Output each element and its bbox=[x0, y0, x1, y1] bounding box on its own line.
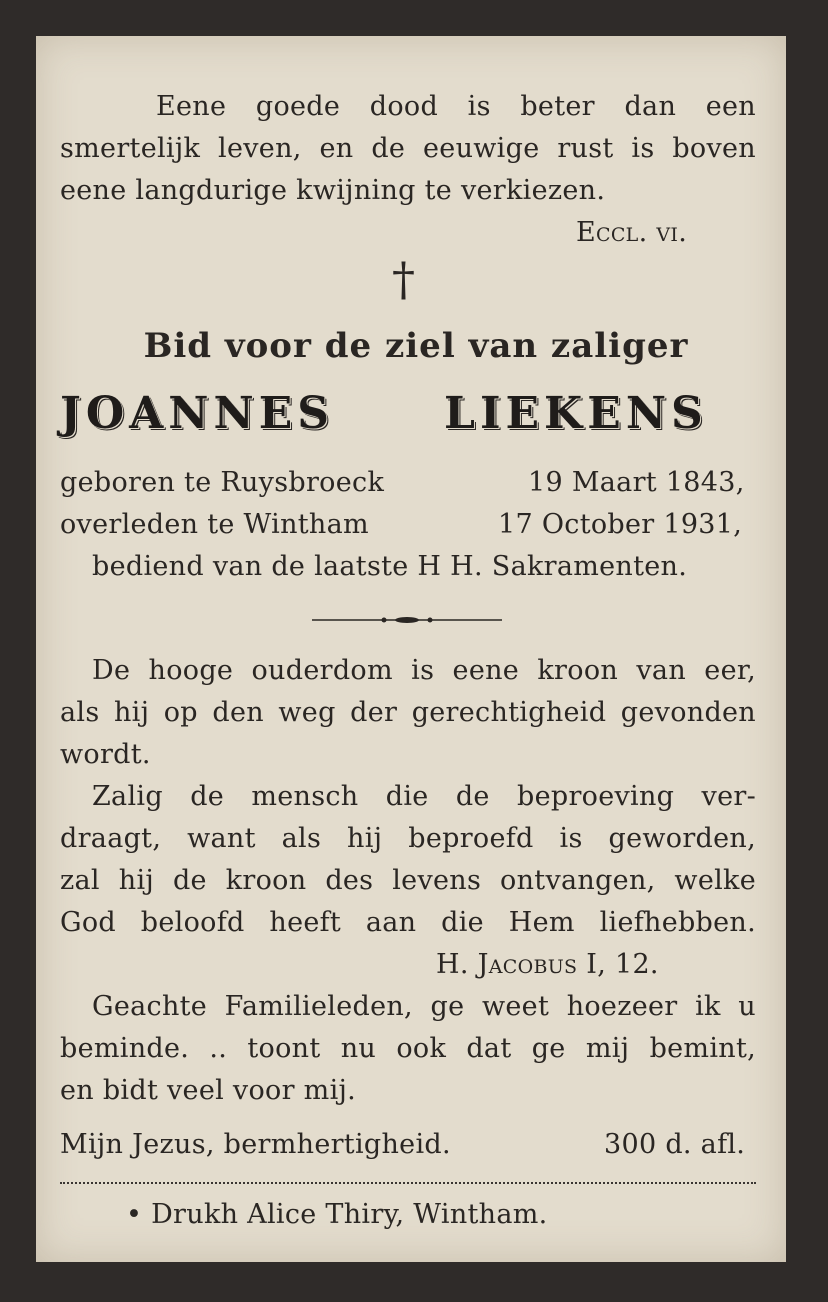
quote2-line-2: als hij op den weg der gerechtigheid gevonden bbox=[60, 697, 756, 728]
quote3-line-2: draagt, want als hij beproefd is geworden, bbox=[60, 823, 756, 854]
quote1-line-2: smertelijk leven, en de eeuwige rust is boven bbox=[60, 133, 756, 164]
sacraments-line: bediend van de laatste H H. Sakramenten. bbox=[92, 551, 688, 582]
death-date: 17 October 1931, bbox=[498, 509, 743, 540]
death-place: overleden te Wintham bbox=[60, 509, 369, 540]
quote3-line-1: Zalig de mensch die de beproeving ver- bbox=[92, 781, 756, 812]
quote2-line-3: wordt. bbox=[60, 739, 151, 770]
message-line-1: Geachte Familieleden, ge weet hoezeer ik u bbox=[92, 991, 756, 1022]
prayer-heading: Bid voor de ziel van zaliger bbox=[143, 326, 689, 366]
dotted-divider bbox=[60, 1182, 756, 1184]
quote3-line-3: zal hij de kroon des levens ontvangen, welke bbox=[60, 865, 756, 896]
message-line-2: beminde. .. toont nu ook dat ge mij bemint, bbox=[60, 1033, 756, 1064]
prayer-invocation: Mijn Jezus, bermhertigheid. bbox=[60, 1129, 451, 1160]
memorial-card bbox=[36, 36, 786, 1262]
quote1-line-1: Eene goede dood is beter dan een bbox=[156, 91, 756, 122]
indulgence-note: 300 d. afl. bbox=[604, 1129, 746, 1160]
printer-imprint: • Drukh Alice Thiry, Wintham. bbox=[126, 1199, 548, 1230]
quote2-line-1: De hooge ouderdom is eene kroon van eer, bbox=[92, 655, 756, 686]
quote3-source: H. Jacobus I, 12. bbox=[436, 949, 659, 980]
message-line-3: en bidt veel voor mij. bbox=[60, 1075, 357, 1106]
deceased-last-name: LIEKENS bbox=[444, 388, 708, 439]
quote1-line-3: eene langdurige kwijning te verkiezen. bbox=[60, 175, 606, 206]
ornament-divider bbox=[312, 616, 502, 624]
quote3-line-4: God beloofd heeft aan die Hem liefhebben. bbox=[60, 907, 756, 938]
deceased-first-name: JOANNES bbox=[60, 388, 335, 439]
birth-place: geboren te Ruysbroeck bbox=[60, 467, 385, 498]
birth-date: 19 Maart 1843, bbox=[528, 467, 745, 498]
cross-icon: † bbox=[392, 252, 415, 306]
quote1-source: Eccl. vi. bbox=[576, 217, 688, 248]
